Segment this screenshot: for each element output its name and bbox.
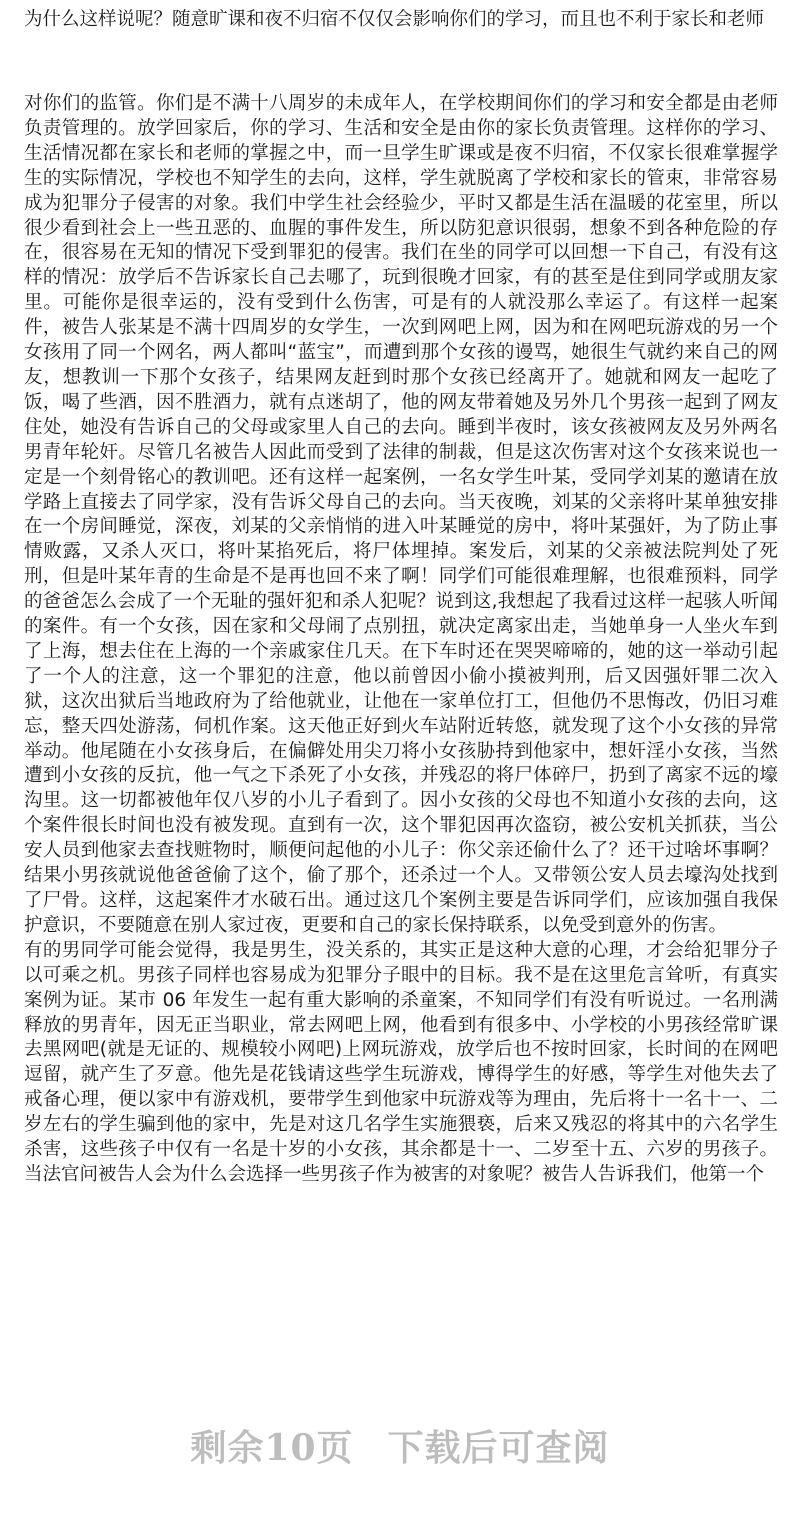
first-line: 为什么这样说呢？随意旷课和夜不归宿不仅仅会影响你们的学习，而且也不利于家长和老师 (24, 9, 765, 30)
paragraph-1: 对你们的监管。你们是不满十八周岁的未成年人，在学校期间你们的学习和安全都是由老师负责管理的。放学回家后，你的学习、生活和安全是由你的家长负责管理。这样你的学习、生活情况都在家长和老师的掌握之中，而一旦学生旷课或是夜不归宿，不仅家长很难掌握学生的实际情况，学校也不知学生的去向，这样，学生就脱离了学校和家长的管束，非常容易成为犯罪分子侵害的对象。我们中学生社会经验少，平时又都是生活在温暖的花室里，所以很少看到社会上一些丑恶的、血腥的事件发生，所以防犯意识很弱，想象不到各种危险的存在，很容易在无知的情况下受到罪犯的侵害。我们在坐的同学可以回想一下自己，有没有这样的情况：放学后不告诉家长自己去哪了，玩到很晚才回家，有的甚至是住到同学或朋友家里。可能你是很幸运的，没有受到什么伤害，可是有的人就没那么幸运了。有这样一起案件，被告人张某是不满十四周岁的女学生，一次到网吧上网，因为和在网吧玩游戏的另一个女孩用了同一个网名，两人都叫“蓝宝”，而遭到那个女孩的谩骂，她很生气就约来自己的网友，想教训一下那个女孩子，结果网友赶到时那个女孩已经离开了。她就和网友一起吃了饭，喝了些酒，因不胜酒力，就有点迷胡了，他的网友带着她及另外几个男孩一起到了网友住处，她没有告诉自己的父母或家里人自己的去向。睡到半夜时，该女孩被网友及另外两名男青年轮奸。尽管几名被告人因此而受到了法律的制裁，但是这次伤害对这个女孩来说也一定是一个刻骨铭心的教训吧。还有这样一起案例，一名女学生叶某，受同学刘某的邀请在放学路上直接去了同学家，没有告诉父母自己的去向。当天夜晚，刘某的父亲将叶某单独安排在一个房间睡觉，深夜，刘某的父亲悄悄的进入叶某睡觉的房中，将叶某强奸，为了防止事情败露，又杀人灭口，将叶某掐死后，将尸体埋掉。案发后，刘某的父亲被法院判处了死刑，但是叶某年青的生命是不是再也回不来了啊！同学们可能很难理解，也很难预料，同学的爸爸怎么会成了一个无耻的强奸犯和杀人犯呢？说到这,我想起了我看过这样一起骇人听闻的案件。有一个女孩，因在家和父母闹了点别扭，就决定离家出走，当她单身一人坐火车到了上海，想去住在上海的一个亲戚家住几天。在下车时还在哭哭啼啼的，她的这一举动引起了一个人的注意，这一个罪犯的注意，他以前曾因小偷小摸被判刑，后又因强奸罪二次入狱，这次出狱后当地政府为了给他就业，让他在一家单位打工，但他仍不思悔改，仍旧习难忘，整天四处游荡，伺机作案。这天他正好到火车站附近转悠，就发现了这个小女孩的异常举动。他尾随在小女孩身后，在偏僻处用尖刀将小女孩胁持到他家中，想奸淫小女孩，当然遭到小女孩的反抗，他一气之下杀死了小女孩，并残忍的将尸体碎尸，扔到了离家不远的壕沟里。这一切都被他年仅八岁的小儿子看到了。因小女孩的父母也不知道小女孩的去向，这个案件很长时间也没有被发现。直到有一次，这个罪犯因再次盗窃，被公安机关抓获，当公安人员到他家去查找赃物时，顺便问起他的小儿子：你父亲还偷什么了？还干过啥坏事啊？结果小男孩就说他爸爸偷了这个，偷了那个，还杀过一个人。又带领公安人员去壕沟处找到了尸骨。这样，这起案件才水破石出。通过这几个案例主要是告诉同学们，应该加强自我保护意识，不要随意在别人家过夜，更要和自己的家长保持联系，以免受到意外的伤害。 (24, 93, 778, 936)
remaining-pages-label: 剩余10页 (190, 1427, 354, 1469)
clipped-top-line (24, 0, 794, 7)
document-body (24, 92, 778, 1188)
paragraph-2: 有的男同学可能会觉得，我是男生，没关系的，其实正是这种大意的心理，才会给犯罪分子以可乘之机。男孩子同样也容易成为犯罪分子眼中的目标。我不是在这里危言耸听，有真实案例为证。某市 06 年发生一起有重大影响的杀童案，不知同学们有没有听说过。一名刑满释放的男青年，因无正当职业，常去网吧上网，他看到有很多中、小学校的小男孩经常旷课去黑网吧(就是无证的、规模较小网吧)上网玩游戏，放学后也不按时回家，长时间的在网吧逗留，就产生了歹意。他先是花钱请这些学生玩游戏，博得学生的好感，等学生对他失去了戒备心理，便以家中有游戏机，要带学生到他家中玩游戏等为理由，先后将十一名十一、二岁左右的学生骗到他的家中，先是对这几名学生实施猥亵，后来又残忍的将其中的六名学生杀害，这些孩子中仅有一名是十岁的小女孩，其余都是十一、二岁至十五、六岁的男孩子。当法官问被告人会为什么会选择一些男孩子作为被害的对象呢？被告人告诉我们，他第一个 (24, 939, 778, 1185)
download-banner[interactable] (0, 1424, 800, 1472)
download-prompt-label[interactable]: 下载后可查阅 (387, 1427, 610, 1469)
